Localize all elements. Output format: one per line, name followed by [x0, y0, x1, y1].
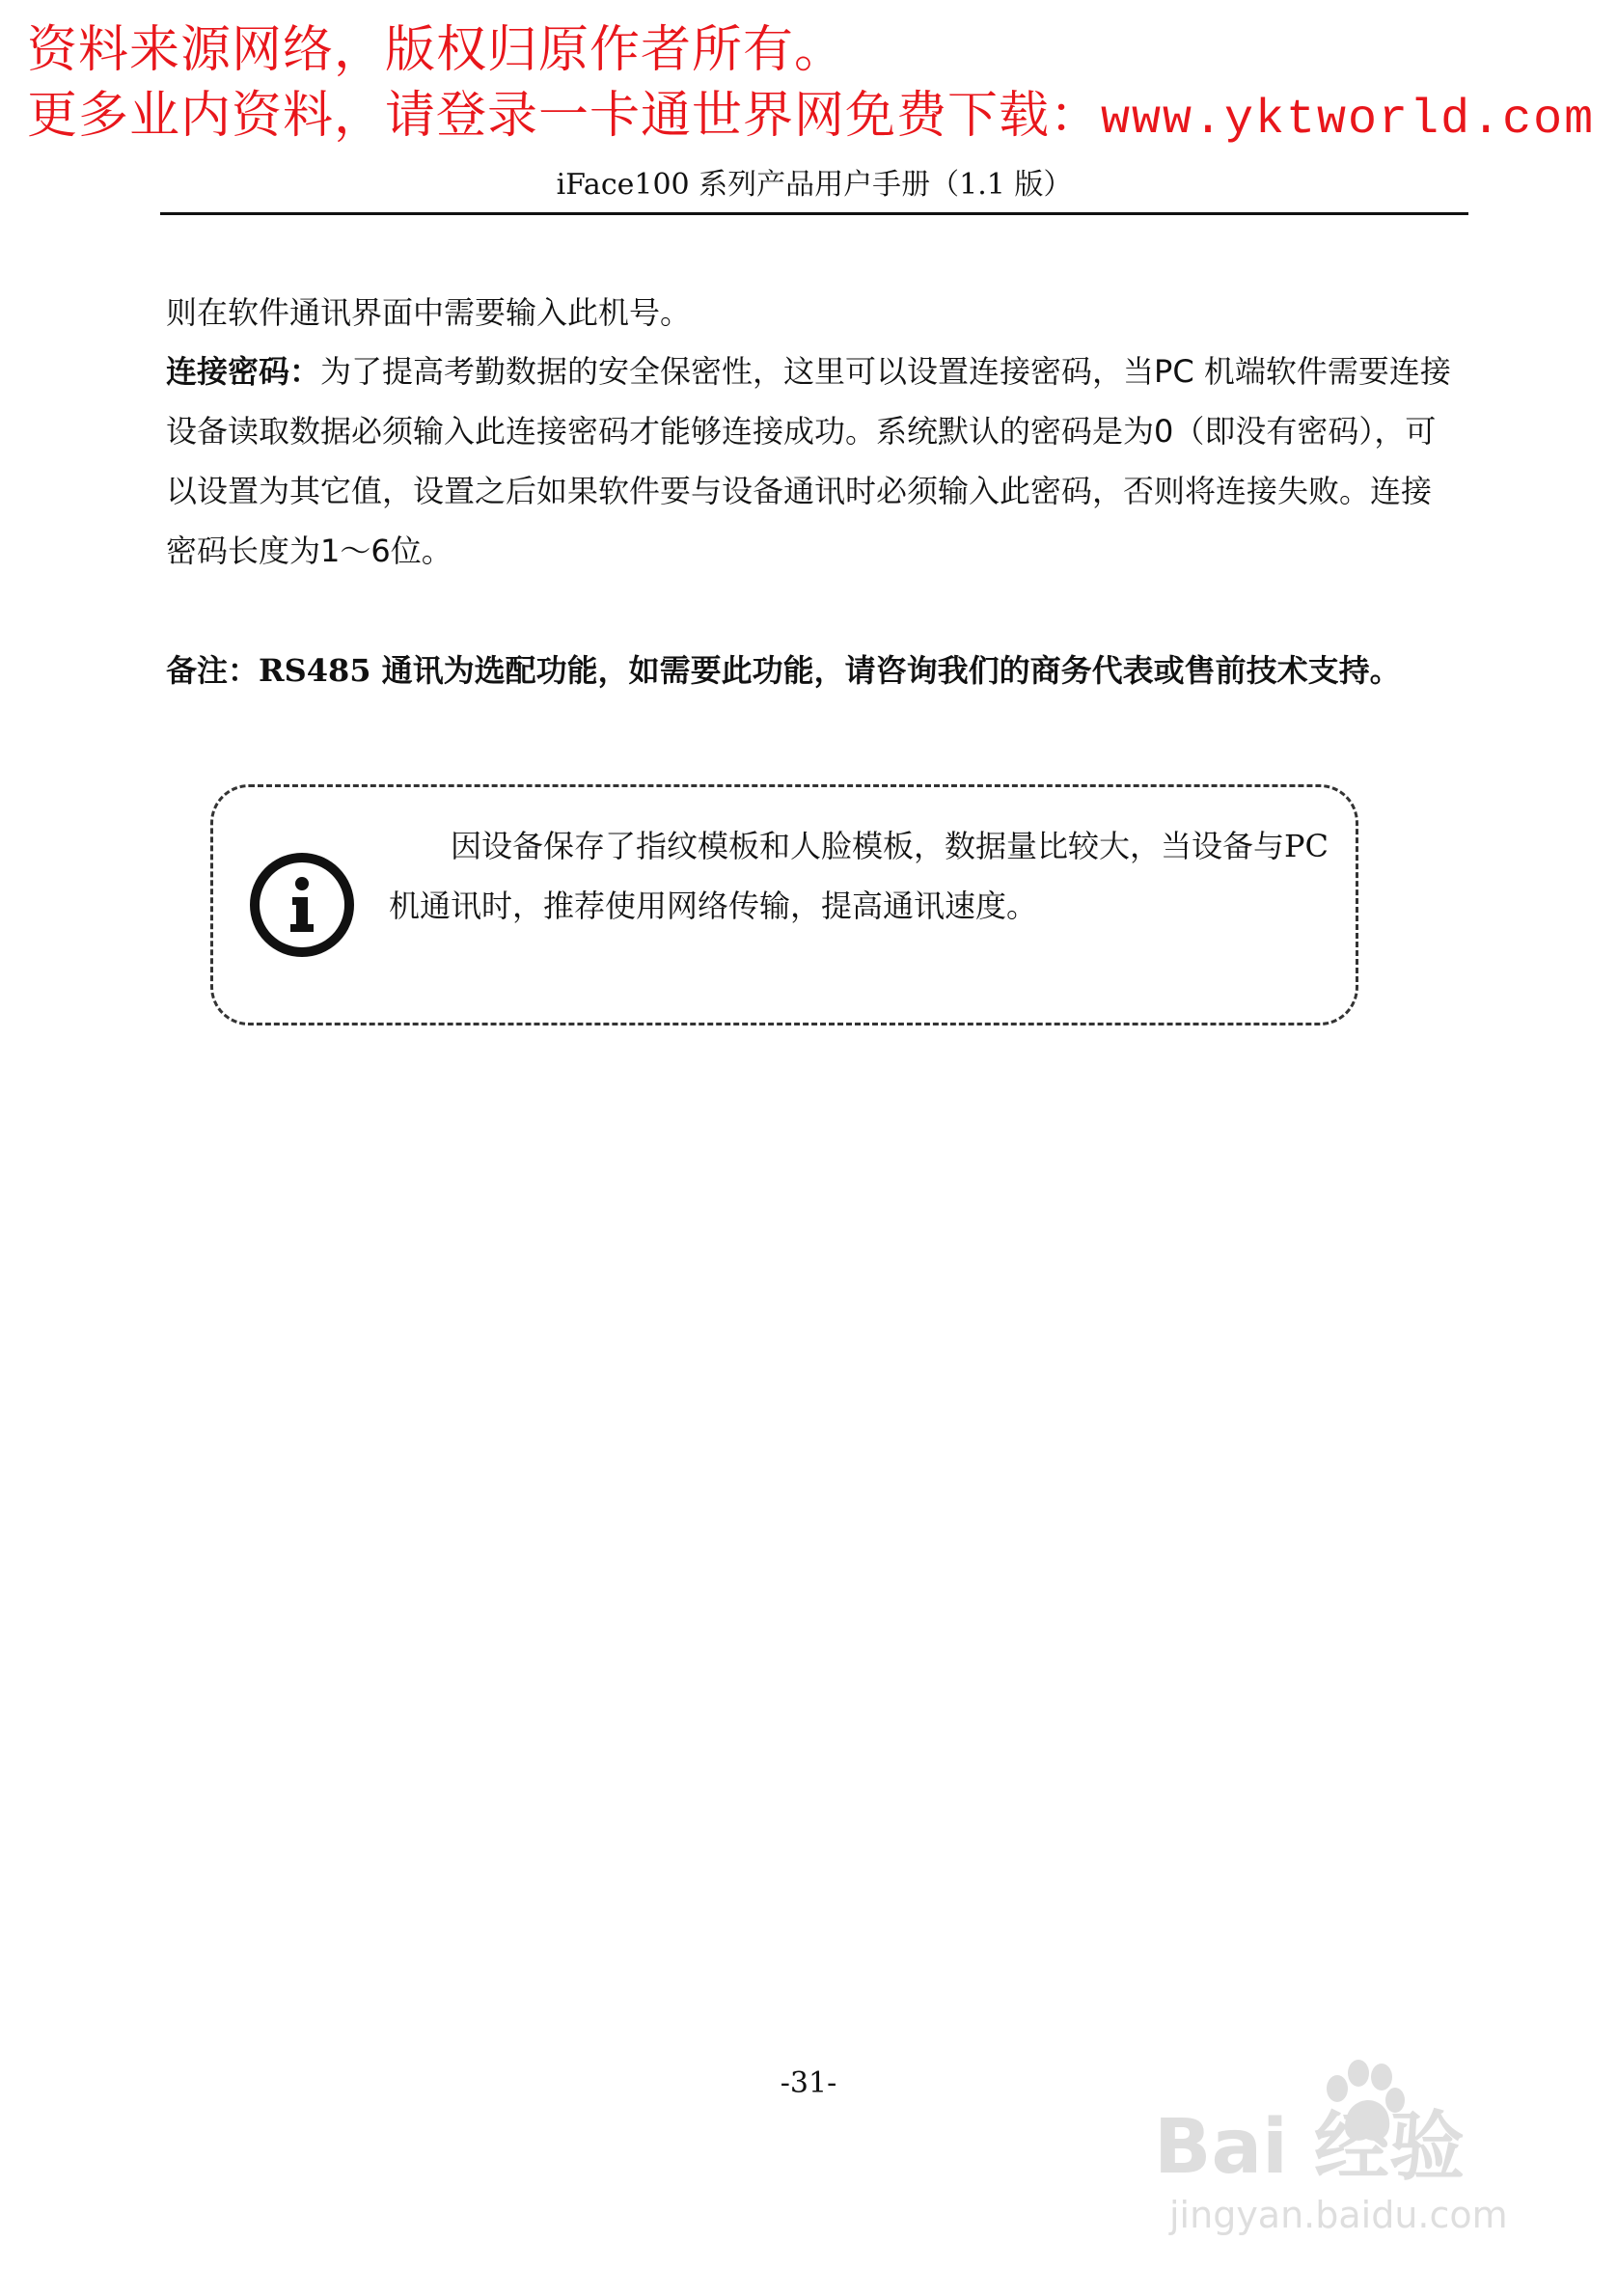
info-glyph — [260, 862, 344, 947]
page-number: -31- — [780, 2066, 837, 2100]
tip-box — [210, 784, 1358, 1025]
header-rule — [160, 212, 1468, 215]
watermark-line-2-text: 更多业内资料，请登录一卡通世界网免费下载： — [27, 87, 1102, 145]
connection-password-text: 为了提高考勤数据的安全保密性，这里可以设置连接密码，当PC 机端软件需要连接设备读取数据必须输入此连接密码才能够连接成功。系统默认的密码是为0（即没有密码），可以设置为其它值，设置之后如果软件要与设备通讯时必须输入此密码，否则将连接失败。连接密码长度为1～6位。 — [166, 353, 1451, 569]
running-header: iFace100 系列产品用户手册（1.1 版） — [556, 168, 1073, 202]
connection-password-label: 连接密码： — [166, 353, 321, 390]
watermark-url: www.yktworld.com — [1101, 93, 1596, 148]
tip-text: 因设备保存了指纹模板和人脸模板，数据量比较大，当设备与PC机通讯时，推荐使用网络传输，提高通讯速度。 — [389, 828, 1329, 924]
paragraph-connection-password — [166, 342, 1459, 581]
paragraph-device-number: 则在软件通讯界面中需要输入此机号。 — [166, 294, 692, 331]
info-icon — [250, 853, 354, 957]
logo-url: jingyan.baidu.com — [1169, 2194, 1508, 2236]
watermark-line-2 — [27, 85, 1595, 151]
brand-logo-watermark — [1154, 2060, 1540, 2243]
logo-wordmark: Bai 经验 — [1154, 2104, 1465, 2191]
watermark-line-1: 资料来源网络，版权归原作者所有。 — [27, 21, 846, 79]
note-paragraph: 备注：RS485 通讯为选配功能，如需要此功能，请咨询我们的商务代表或售前技术支持。 — [166, 652, 1401, 689]
